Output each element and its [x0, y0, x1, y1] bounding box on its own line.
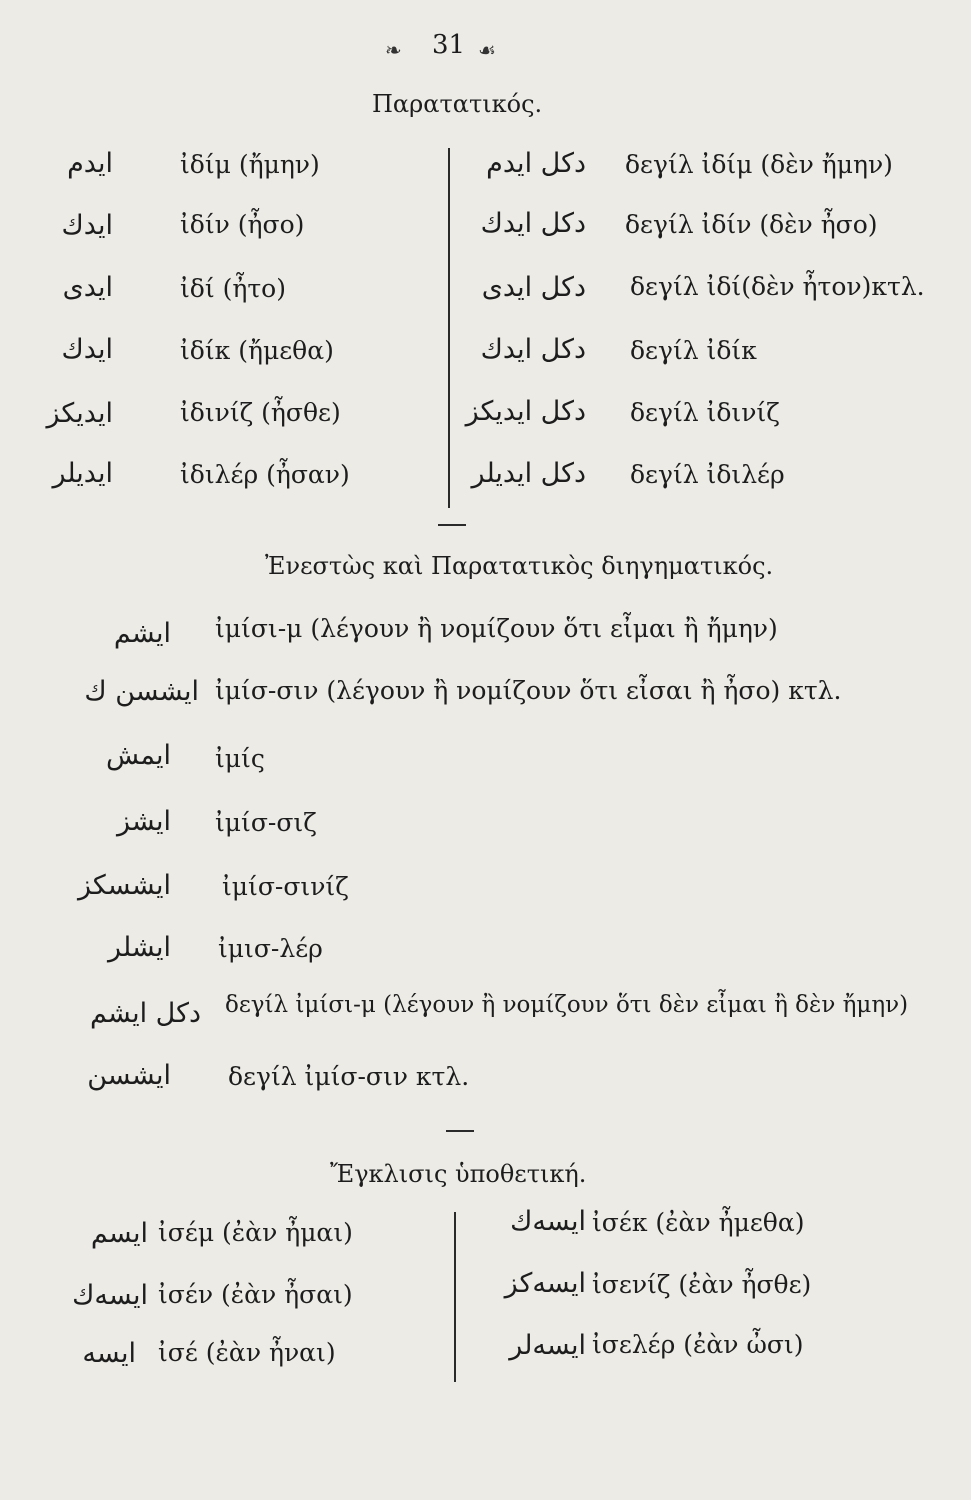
greek-translit: δεγίλ ἰδινίζ: [630, 398, 780, 427]
arabic-word: ایدك: [61, 210, 113, 241]
arabic-word: ایشلر: [108, 932, 171, 963]
arabic-word: ایسه‌ك: [72, 1280, 148, 1311]
arabic-word: دکل ایدیلر: [471, 458, 586, 489]
greek-translit: δεγίλ ἰδίκ: [630, 336, 757, 365]
arabic-word: دکل ایشم: [90, 998, 201, 1029]
greek-translit: ἰσέν (ἐὰν ἦσαι): [158, 1280, 353, 1309]
greek-translit: ἰδίμ (ἤμην): [180, 150, 320, 179]
arabic-word: ایدك: [61, 334, 113, 365]
greek-translit: ἰσενίζ (ἐὰν ἦσθε): [592, 1270, 812, 1299]
greek-translit: ἰμίσ-σινίζ: [222, 872, 349, 901]
greek-translit: ἰσέμ (ἐὰν ἦμαι): [158, 1218, 353, 1247]
greek-translit: ἰδινίζ (ἦσθε): [180, 398, 341, 427]
arabic-word: ایدی: [62, 272, 113, 303]
arabic-word: ایسه‌کز: [504, 1268, 586, 1299]
greek-translit: δεγίλ ἰμίσ-σιν κτλ.: [228, 1062, 470, 1091]
greek-translit: ἰσελέρ (ἐὰν ὦσι): [592, 1330, 804, 1359]
greek-translit: ἰσέ (ἐὰν ἦναι): [158, 1338, 336, 1367]
arabic-word: ایسه: [82, 1338, 136, 1369]
section-title-narrative: Ἐνεστὼς καὶ Παρατατικὸς διηγηματικός.: [265, 552, 774, 580]
section-separator: [438, 524, 466, 526]
greek-translit: ἰμίς: [215, 744, 265, 773]
page-number: 31: [432, 30, 466, 60]
greek-translit: δεγίλ ἰδιλέρ: [630, 460, 785, 489]
greek-translit: δεγίλ ἰδί(δὲν ἦτον)κτλ.: [630, 272, 925, 301]
arabic-word: ایشز: [117, 806, 171, 837]
section-title-imperfect: Παρατατικός.: [372, 90, 543, 118]
greek-translit: ἰμισ-λέρ: [218, 934, 323, 963]
arabic-word: ایدیکز: [46, 398, 113, 429]
arabic-word: دکل ایدی: [481, 272, 586, 303]
greek-translit: δεγίλ ἰμίσι-μ (λέγουν ἢ νομίζουν ὅτι δὲν εἶμαι ἢ δὲν ἤμην): [225, 992, 909, 1018]
greek-translit: ἰμίσι-μ (λέγουν ἢ νομίζουν ὅτι εἶμαι ἢ ἤμην): [215, 614, 778, 643]
arabic-word: ایدیلر: [52, 458, 113, 489]
arabic-word: ایدم: [67, 148, 113, 179]
arabic-word: ایشسن ك: [84, 676, 199, 707]
greek-translit: δεγίλ ἰδίμ (δὲν ἤμην): [625, 150, 893, 179]
arabic-word: دکل ایدیکز: [465, 396, 586, 427]
arabic-word: دکل ایدم: [486, 148, 586, 179]
section-separator: [446, 1130, 474, 1132]
ornament-right: ☙: [478, 38, 496, 62]
column-divider: [454, 1212, 456, 1382]
arabic-word: ایسه‌ك: [510, 1206, 586, 1237]
arabic-word: ایشسن: [87, 1060, 171, 1091]
arabic-word: ایشسکز: [78, 870, 171, 901]
greek-translit: ἰδιλέρ (ἦσαν): [180, 460, 350, 489]
section-title-subjunctive: Ἔγκλισις ὑποθετική.: [330, 1160, 587, 1188]
arabic-word: ایسم: [90, 1218, 148, 1249]
greek-translit: ἰμίσ-σιζ: [215, 808, 317, 837]
greek-translit: ἰσέκ (ἐὰν ἦμεθα): [592, 1208, 805, 1237]
greek-translit: δεγίλ ἰδίν (δὲν ἦσο): [625, 210, 878, 239]
greek-translit: ἰδί (ἦτο): [180, 274, 286, 303]
greek-translit: ἰδίκ (ἤμεθα): [180, 336, 334, 365]
arabic-word: ایمش: [105, 740, 171, 771]
arabic-word: ایشم: [113, 618, 171, 649]
ornament-left: ❧: [385, 38, 402, 62]
greek-translit: ἰμίσ-σιν (λέγουν ἢ νομίζουν ὅτι εἶσαι ἢ ἦσο) κτλ.: [215, 676, 842, 705]
greek-translit: ἰδίν (ἦσο): [180, 210, 305, 239]
arabic-word: دکل ایدك: [480, 334, 586, 365]
column-divider: [448, 148, 450, 508]
arabic-word: دکل ایدك: [480, 208, 586, 239]
arabic-word: ایسه‌لر: [509, 1330, 586, 1361]
